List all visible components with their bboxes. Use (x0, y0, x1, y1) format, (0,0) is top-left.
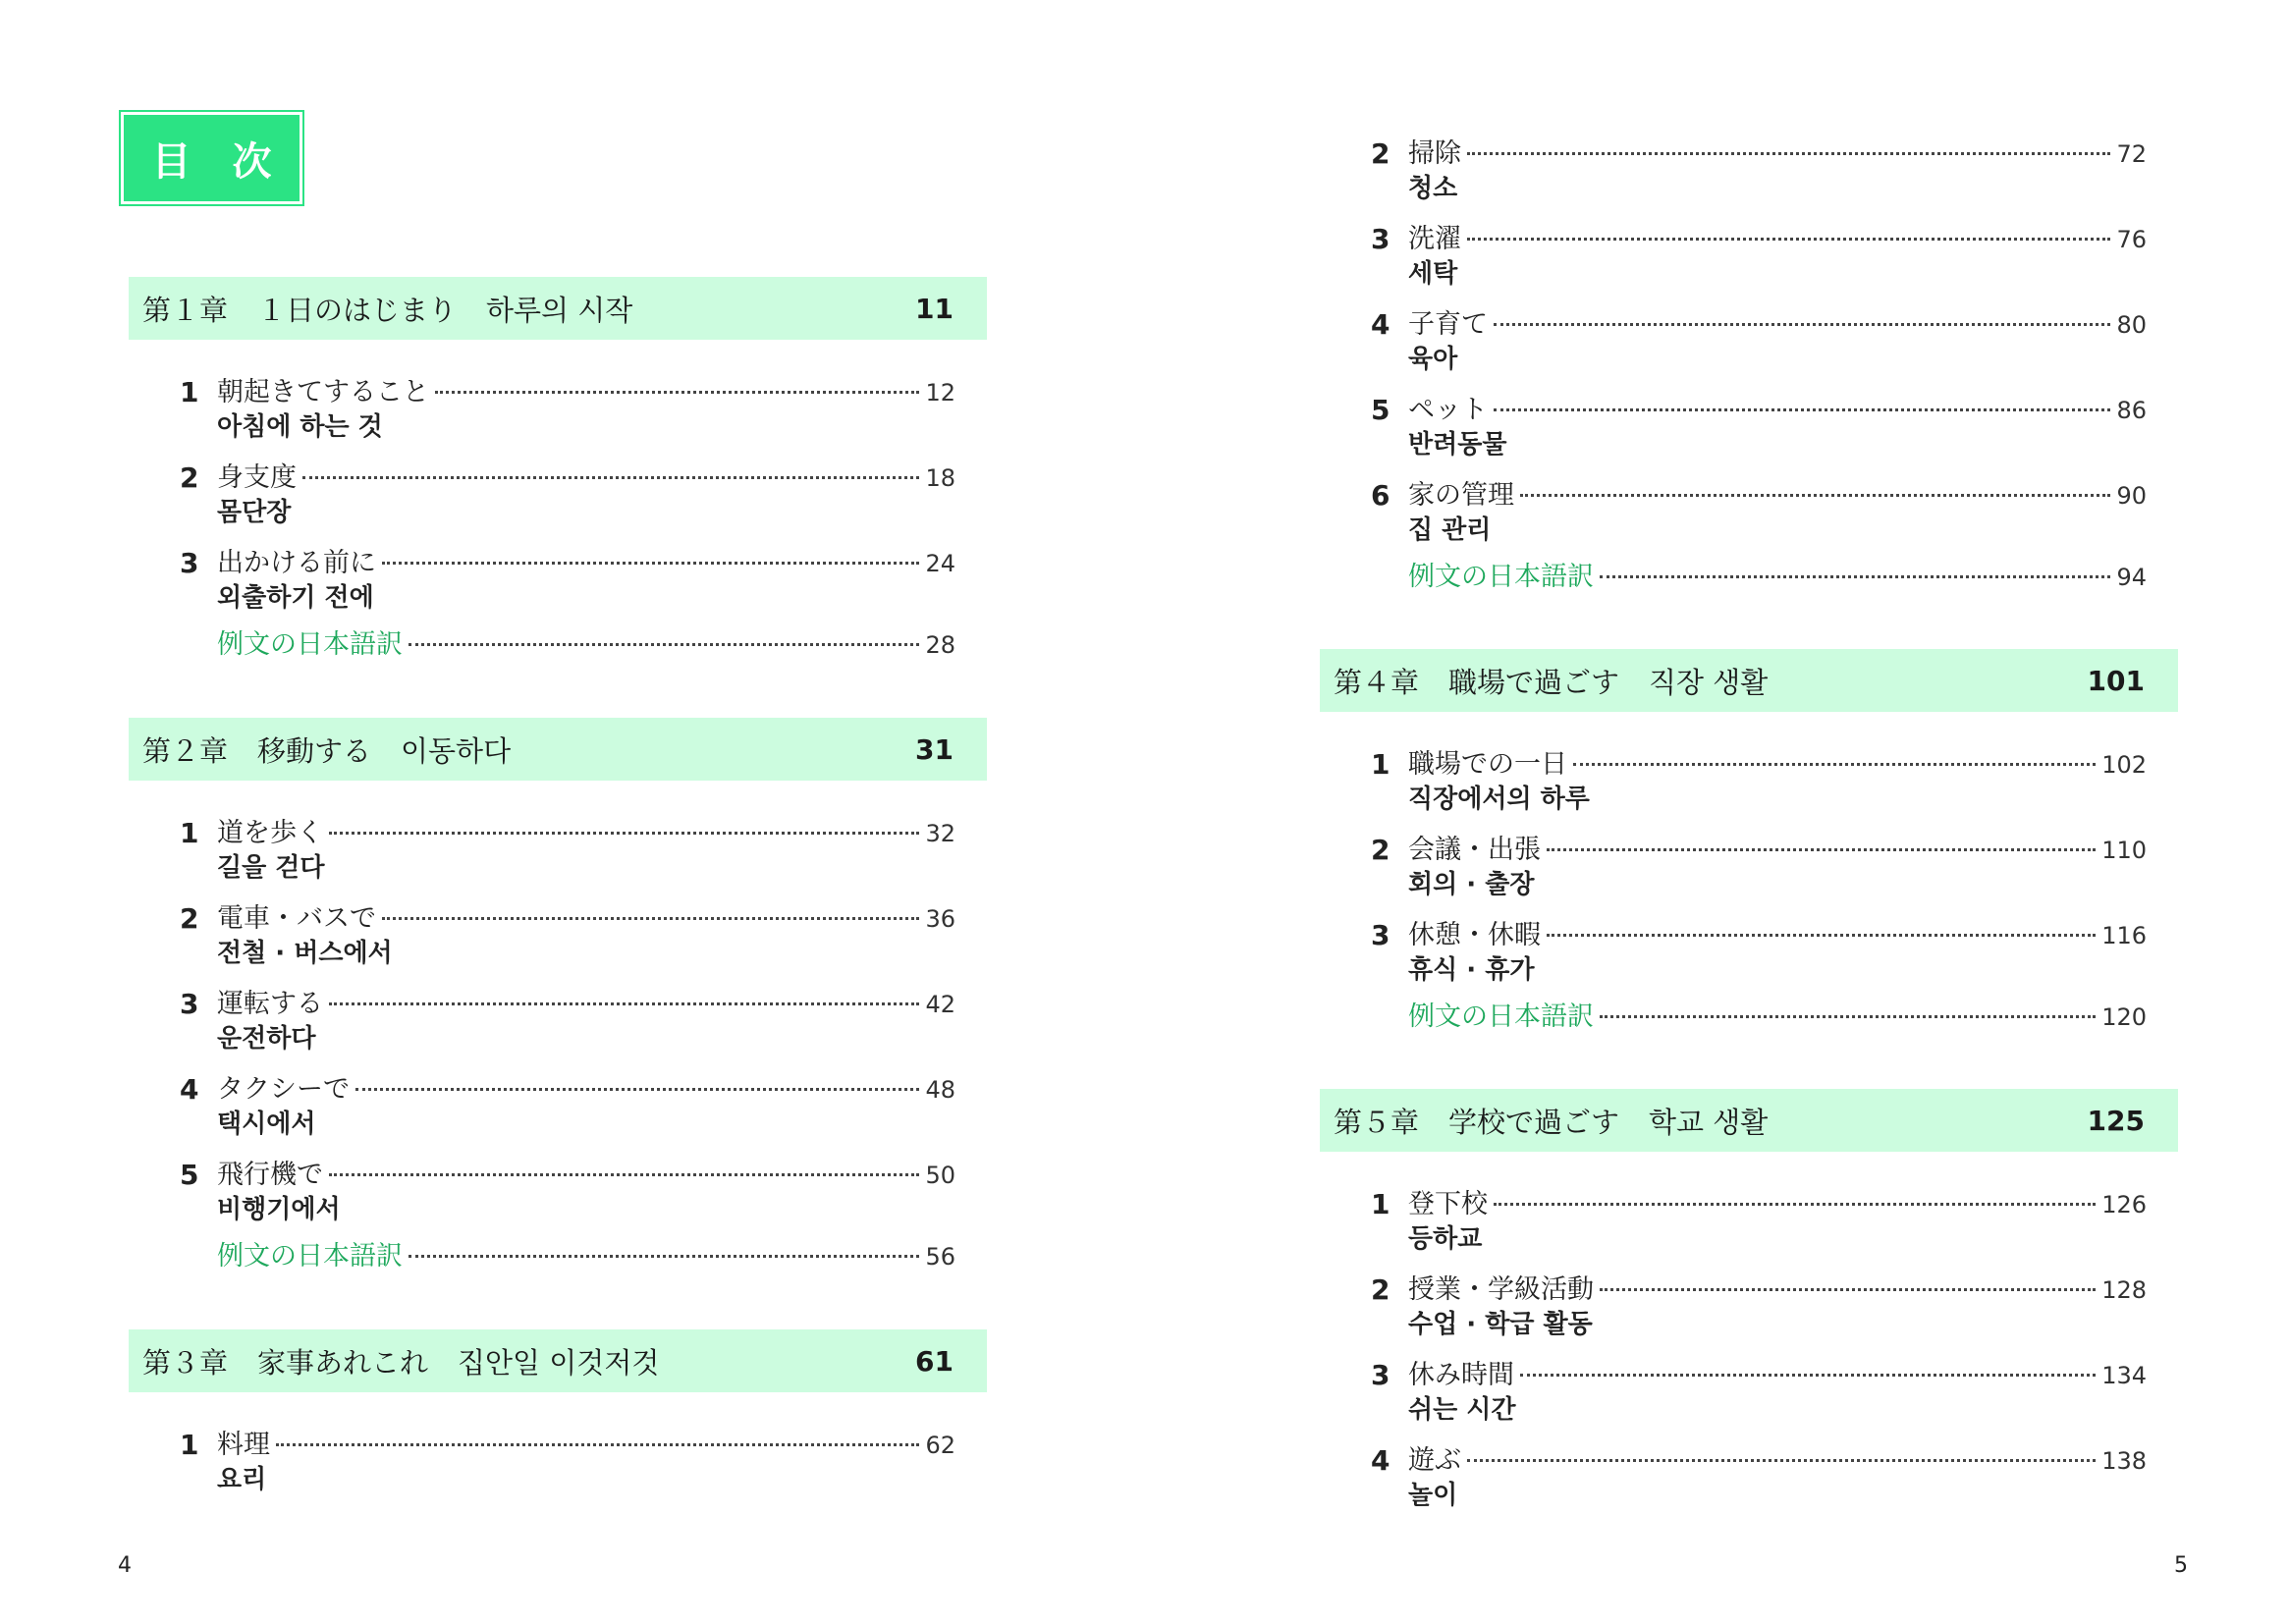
chapter-label: 第４章 (1334, 665, 1420, 699)
toc-translation-entry[interactable] (1371, 1001, 2147, 1077)
entry-title-ko: 반려동물 (1408, 430, 1507, 460)
entry-title-ja: 家の管理 (1408, 480, 1514, 511)
entry-title-ja: 朝起きてすること (217, 377, 429, 407)
entry-page: 80 (2116, 311, 2147, 339)
entry-title-ja: 会議・出張 (1408, 835, 1541, 865)
chapter-title-ja: 学校で過ごす (1448, 1105, 1620, 1139)
toc-entry[interactable] (180, 1073, 955, 1150)
toc-entry[interactable] (1371, 1444, 2147, 1521)
chapter-title-ja: 移動する (257, 733, 372, 768)
dot-leader (329, 1173, 919, 1176)
entry-title-ja: 遊ぶ (1408, 1445, 1461, 1476)
entry-number: 2 (180, 461, 199, 494)
chapter-page: 31 (915, 732, 954, 766)
entry-page: 12 (925, 379, 955, 406)
entry-title-ko: 등하교 (1408, 1224, 1483, 1254)
entry-number: 1 (180, 817, 199, 849)
toc-entry[interactable] (1371, 308, 2147, 385)
entry-title-ja: 掃除 (1408, 138, 1461, 169)
toc-translation-entry[interactable] (1371, 561, 2147, 637)
dot-leader (329, 1002, 919, 1005)
entry-title-ko: 아침에 하는 것 (217, 412, 383, 442)
chapter-page: 125 (2087, 1104, 2145, 1137)
left-page (0, 0, 1144, 1624)
entry-title-ko: 운전하다 (217, 1024, 316, 1054)
entry-page: 110 (2101, 837, 2147, 864)
entry-title-ja: 飛行機で (217, 1160, 323, 1190)
entry-number: 5 (1371, 394, 1390, 426)
dot-leader (1494, 408, 2110, 411)
entry-number: 2 (1371, 834, 1390, 866)
dot-leader (1547, 848, 2096, 851)
entry-page: 90 (2116, 482, 2147, 510)
entry-number: 3 (1371, 1359, 1390, 1391)
dot-leader (1520, 1374, 2096, 1377)
page-number-right: 5 (2174, 1553, 2188, 1578)
entry-title-ja: 休憩・休暇 (1408, 920, 1541, 950)
toc-entry[interactable] (180, 376, 955, 453)
toc-entry[interactable] (1371, 394, 2147, 470)
dot-leader (409, 643, 919, 646)
chapter-page: 11 (915, 292, 954, 325)
entry-title-ko: 수업 · 학급 활동 (1408, 1310, 1593, 1339)
toc-entry[interactable] (1371, 137, 2147, 214)
chapter-title-ko: 학교 생활 (1649, 1105, 1769, 1139)
entry-title-ko: 세탁 (1408, 259, 1458, 289)
chapter-label: 第２章 (142, 733, 229, 768)
toc-entry[interactable] (1371, 1188, 2147, 1265)
entry-title-ja: 休み時間 (1408, 1360, 1514, 1390)
entry-page: 138 (2101, 1447, 2147, 1475)
entry-page: 102 (2101, 751, 2147, 779)
entry-title-ja: 身支度 (217, 462, 297, 493)
chapter-label: 第１章 (142, 293, 229, 327)
entry-page: 36 (925, 905, 955, 933)
entry-number: 3 (1371, 223, 1390, 255)
entry-title-ja: 子育て (1408, 309, 1488, 340)
entry-number: 1 (180, 1429, 199, 1461)
translation-title: 例文の日本語訳 (217, 1241, 403, 1272)
toc-entry[interactable] (1371, 834, 2147, 910)
entry-title-ko: 직장에서의 하루 (1408, 785, 1590, 814)
entry-number: 4 (1371, 308, 1390, 341)
toc-translation-entry[interactable] (180, 628, 955, 705)
entry-title-ja: 出かける前に (217, 548, 376, 578)
entry-title-ko: 쉬는 시간 (1408, 1395, 1516, 1425)
toc-entry[interactable] (180, 902, 955, 979)
entry-title-ja: ペット (1408, 395, 1488, 425)
entry-title-ja: 登下校 (1408, 1189, 1488, 1219)
entry-number: 3 (1371, 919, 1390, 951)
entry-title-ja: 電車・バスで (217, 903, 376, 934)
dot-leader (276, 1443, 919, 1446)
entry-title-ko: 전철 · 버스에서 (217, 939, 393, 968)
toc-entry[interactable] (180, 1429, 955, 1505)
dot-leader (355, 1088, 919, 1091)
dot-leader (1600, 575, 2110, 578)
entry-title-ko: 길을 걷다 (217, 853, 325, 883)
toc-entry[interactable] (180, 1159, 955, 1235)
entry-title-ko: 놀이 (1408, 1481, 1458, 1510)
entry-page: 76 (2116, 226, 2147, 253)
toc-entry[interactable] (1371, 223, 2147, 299)
toc-entry[interactable] (1371, 919, 2147, 996)
chapter-5-heading[interactable] (1320, 1089, 2178, 1152)
entry-page: 42 (925, 991, 955, 1018)
entry-page: 56 (925, 1243, 955, 1271)
entry-title-ko: 회의 · 출장 (1408, 870, 1535, 899)
entry-title-ko: 집 관리 (1408, 515, 1492, 545)
entry-title-ko: 육아 (1408, 345, 1458, 374)
dot-leader (302, 476, 919, 479)
toc-entry[interactable] (1371, 1359, 2147, 1435)
dot-leader (1467, 238, 2110, 241)
entry-page: 24 (925, 550, 955, 577)
chapter-3-heading[interactable] (129, 1329, 987, 1392)
chapter-title-ko: 직장 생활 (1649, 665, 1769, 699)
entry-page: 94 (2116, 564, 2147, 591)
chapter-title-ko: 이동하다 (401, 733, 512, 768)
entry-title-ja: 洗濯 (1408, 224, 1461, 254)
entry-number: 3 (180, 547, 199, 579)
chapter-page: 101 (2087, 664, 2145, 697)
chapter-4-heading[interactable] (1320, 649, 2178, 712)
entry-page: 128 (2101, 1276, 2147, 1304)
entry-number: 1 (1371, 748, 1390, 781)
dot-leader (1467, 152, 2110, 155)
entry-page: 86 (2116, 397, 2147, 424)
dot-leader (382, 562, 919, 565)
entry-page: 120 (2101, 1003, 2147, 1031)
chapter-title-ko: 하루의 시작 (486, 293, 633, 327)
dot-leader (1520, 494, 2110, 497)
chapter-title-ja: １日のはじまり (257, 293, 458, 327)
entry-page: 62 (925, 1432, 955, 1459)
chapter-title-ja: 家事あれこれ (257, 1345, 429, 1380)
dot-leader (1600, 1015, 2096, 1018)
entry-number: 6 (1371, 479, 1390, 512)
toc-entry[interactable] (1371, 1273, 2147, 1350)
entry-page: 28 (925, 631, 955, 659)
toc-entry[interactable] (1371, 479, 2147, 556)
entry-title-ko: 청소 (1408, 174, 1458, 203)
entry-page: 126 (2101, 1191, 2147, 1218)
chapter-title-ko: 집안일 이것저것 (458, 1345, 660, 1380)
entry-number: 5 (180, 1159, 199, 1191)
dot-leader (329, 832, 919, 835)
entry-number: 2 (1371, 137, 1390, 170)
dot-leader (409, 1255, 919, 1258)
toc-entry[interactable] (180, 817, 955, 893)
dot-leader (1547, 934, 2096, 937)
entry-page: 134 (2101, 1362, 2147, 1389)
entry-title-ko: 외출하기 전에 (217, 583, 374, 613)
entry-page: 18 (925, 464, 955, 492)
entry-title-ja: 授業・学級活動 (1408, 1274, 1594, 1305)
entry-title-ko: 요리 (217, 1465, 267, 1494)
translation-title: 例文の日本語訳 (217, 629, 403, 660)
entry-number: 2 (1371, 1273, 1390, 1306)
entry-page: 116 (2101, 922, 2147, 949)
dot-leader (1600, 1288, 2096, 1291)
toc-entry[interactable] (180, 547, 955, 623)
toc-entry[interactable] (180, 988, 955, 1064)
chapter-2-heading[interactable] (129, 718, 987, 781)
dot-leader (1494, 1203, 2096, 1206)
entry-page: 32 (925, 820, 955, 847)
entry-title-ko: 휴식 · 휴가 (1408, 955, 1535, 985)
chapter-title-ja: 職場で過ごす (1448, 665, 1620, 699)
right-page (1145, 0, 2289, 1624)
chapter-label: 第３章 (142, 1345, 229, 1380)
chapter-1-heading[interactable] (129, 277, 987, 340)
entry-number: 4 (180, 1073, 199, 1106)
toc-title: 目 次 (121, 112, 302, 204)
entry-number: 1 (1371, 1188, 1390, 1220)
dot-leader (1494, 323, 2110, 326)
entry-page: 50 (925, 1162, 955, 1189)
entry-page: 48 (925, 1076, 955, 1104)
toc-entry[interactable] (1371, 748, 2147, 825)
entry-title-ja: 運転する (217, 989, 323, 1019)
chapter-page: 61 (915, 1344, 954, 1378)
entry-number: 3 (180, 988, 199, 1020)
chapter-label: 第５章 (1334, 1105, 1420, 1139)
entry-title-ko: 몸단장 (217, 498, 292, 527)
entry-title-ja: 職場での一日 (1408, 749, 1567, 780)
entry-title-ko: 택시에서 (217, 1110, 316, 1139)
entry-title-ja: 道を歩く (217, 818, 323, 848)
dot-leader (382, 917, 919, 920)
dot-leader (1573, 763, 2096, 766)
translation-title: 例文の日本語訳 (1408, 562, 1594, 592)
translation-title: 例文の日本語訳 (1408, 1001, 1594, 1032)
entry-number: 4 (1371, 1444, 1390, 1477)
dot-leader (1467, 1459, 2096, 1462)
entry-number: 1 (180, 376, 199, 408)
entry-number: 2 (180, 902, 199, 935)
toc-translation-entry[interactable] (180, 1240, 955, 1317)
dot-leader (435, 391, 919, 394)
page-number-left: 4 (118, 1553, 132, 1578)
entry-title-ja: 料理 (217, 1430, 270, 1460)
entry-page: 72 (2116, 140, 2147, 168)
entry-title-ja: タクシーで (217, 1074, 350, 1105)
entry-title-ko: 비행기에서 (217, 1195, 341, 1224)
toc-entry[interactable] (180, 461, 955, 538)
